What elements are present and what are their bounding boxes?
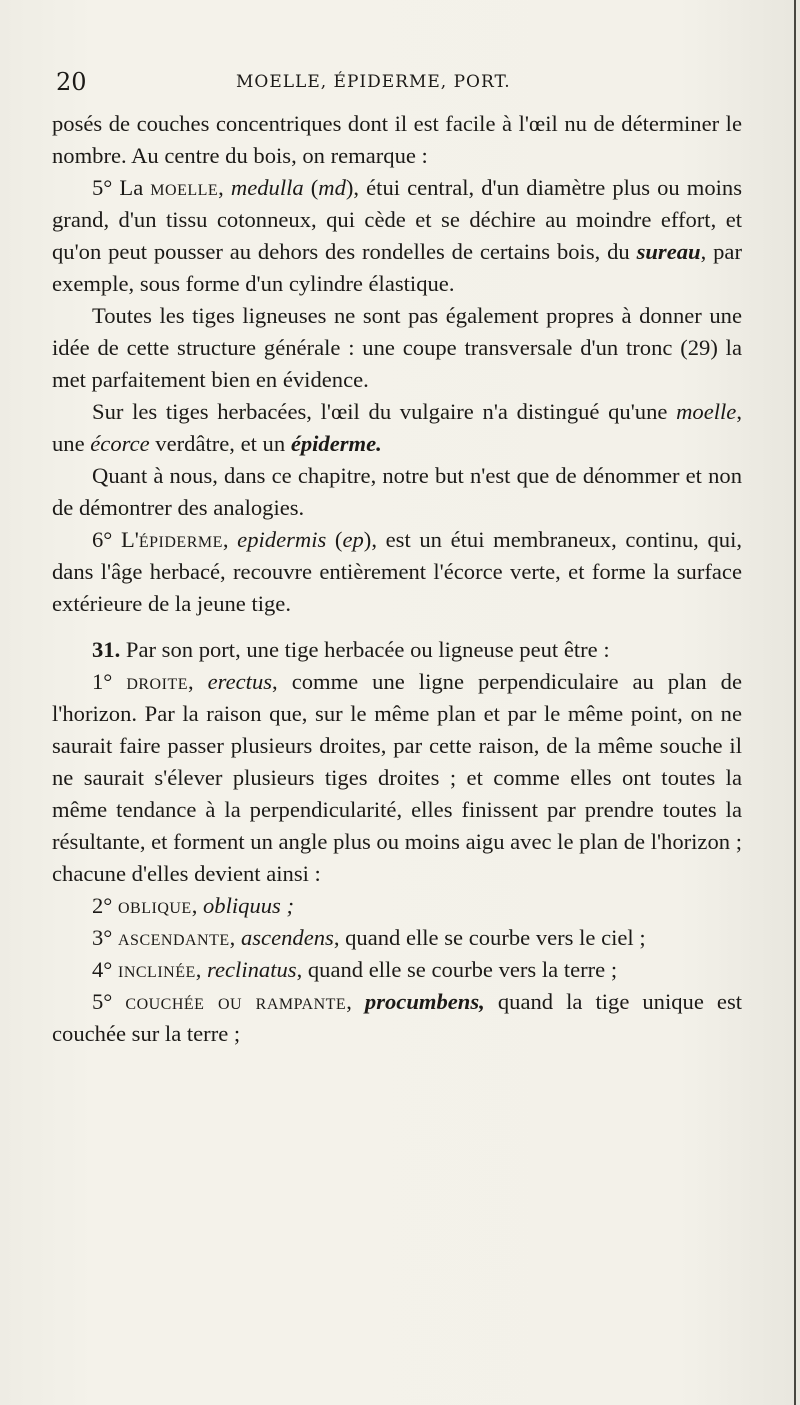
text-run: epidermis	[237, 527, 327, 552]
paragraph-p5	[52, 460, 742, 524]
page-edge-line	[794, 0, 796, 1405]
text-run: ,	[191, 893, 203, 918]
text-run: reclinatus	[207, 957, 297, 982]
text-run: , quand elle se courbe vers la terre ;	[296, 957, 618, 982]
paragraph-p6	[52, 524, 742, 620]
text-run: , une	[52, 399, 742, 456]
text-run: droite	[126, 669, 188, 694]
paragraph-p12	[52, 986, 742, 1050]
text-run: 1°	[92, 669, 127, 694]
text-run: épiderme.	[290, 431, 382, 456]
page-number: 20	[56, 68, 87, 96]
text-run: md	[318, 175, 346, 200]
paragraph-p8	[52, 666, 742, 890]
text-run: (	[303, 175, 319, 200]
text-run: ,	[187, 669, 208, 694]
paragraph-p2	[52, 172, 742, 300]
text-run: , quand elle se courbe vers le ciel ;	[333, 925, 646, 950]
text-run: 5° La	[92, 175, 151, 200]
paragraph-p1	[52, 108, 742, 172]
text-run: procumbens,	[364, 989, 485, 1014]
text-run: verdâtre, et un	[149, 431, 291, 456]
paragraph-p11	[52, 954, 742, 986]
paragraph-p3	[52, 300, 742, 396]
text-run: ,	[195, 957, 208, 982]
text-run: écorce	[90, 431, 150, 456]
text-run: Quant à nous, dans ce chapitre, notre but n'est que de dénommer et non de démontrer des analogies.	[52, 463, 742, 520]
text-run: oblique	[117, 893, 192, 918]
text-run: ), est un étui membraneux, continu, qui, dans l'âge herbacé, recouvre entièrement l'écorce verte, et forme la surface extérieure de la jeune tige.	[52, 527, 742, 616]
paragraph-p7	[52, 634, 742, 666]
text-run: erectus	[207, 669, 273, 694]
text-run: 5°	[92, 989, 126, 1014]
text-run: obliquus ;	[203, 893, 295, 918]
text-run: 2°	[92, 893, 118, 918]
text-run: ascendante	[117, 925, 230, 950]
text-run: ), étui central, d'un diamètre plus ou moins grand, d'un tissu cotonneux, qui cède et se déchire au moindre effort, et qu'on peut pousser au dehors des rondelles de certains bois, du	[52, 175, 742, 264]
text-run: ,	[346, 989, 365, 1014]
text-run: ,	[229, 925, 241, 950]
body-text	[52, 108, 742, 1050]
text-run: , comme une ligne perpendiculaire au plan de l'horizon. Par la raison que, sur le même plan et par le même point, on ne saurait faire passer plusieurs droites, par cette raison, de la même souche il ne saurait s'élever plusieurs tiges droites ; et comme elles ont toutes la même tendance à la perpendicularité, elles finissent par prendre toutes la résultante, et forment un angle plus ou moins aigu avec le plan de l'horizon ; chacune d'elles devient ainsi :	[52, 669, 743, 886]
text-run: Toutes les tiges ligneuses ne sont pas également propres à donner une idée de cette structure générale : une coupe transversale d'un tronc (29) la met parfaitement bien en évidence.	[52, 303, 742, 392]
text-run: couchée ou rampante	[125, 989, 347, 1014]
text-run: épiderme	[138, 527, 223, 552]
text-run: posés de couches concentriques dont il est facile à l'œil nu de déterminer le nombre. Au centre du bois, on remarque :	[52, 111, 742, 168]
text-run: 31.	[92, 637, 126, 662]
text-run: inclinée	[117, 957, 196, 982]
text-run: 6° L'	[92, 527, 139, 552]
text-run: 3°	[92, 925, 118, 950]
text-run: quand la tige unique est couchée sur la terre ;	[52, 989, 743, 1046]
text-run: ascendens	[240, 925, 334, 950]
paragraph-p9	[52, 890, 742, 922]
text-run: (	[326, 527, 343, 552]
running-title: MOELLE, ÉPIDERME, PORT.	[236, 72, 511, 92]
paragraph-p4	[52, 396, 742, 460]
running-head	[56, 68, 746, 102]
text-run: Sur les tiges herbacées, l'œil du vulgaire n'a distingué qu'une	[92, 399, 677, 424]
text-run: ep	[342, 527, 364, 552]
text-run: ,	[218, 175, 231, 200]
text-run: moelle	[150, 175, 219, 200]
text-run: ,	[222, 527, 238, 552]
text-run: medulla	[230, 175, 304, 200]
paragraph-p10	[52, 922, 742, 954]
text-run: , par exemple, sous forme d'un cylindre élastique.	[52, 239, 742, 296]
text-run: Par son port, une tige herbacée ou ligneuse peut être :	[125, 637, 610, 662]
text-run: sureau	[636, 239, 701, 264]
text-run: 4°	[92, 957, 118, 982]
text-run: moelle	[676, 399, 737, 424]
